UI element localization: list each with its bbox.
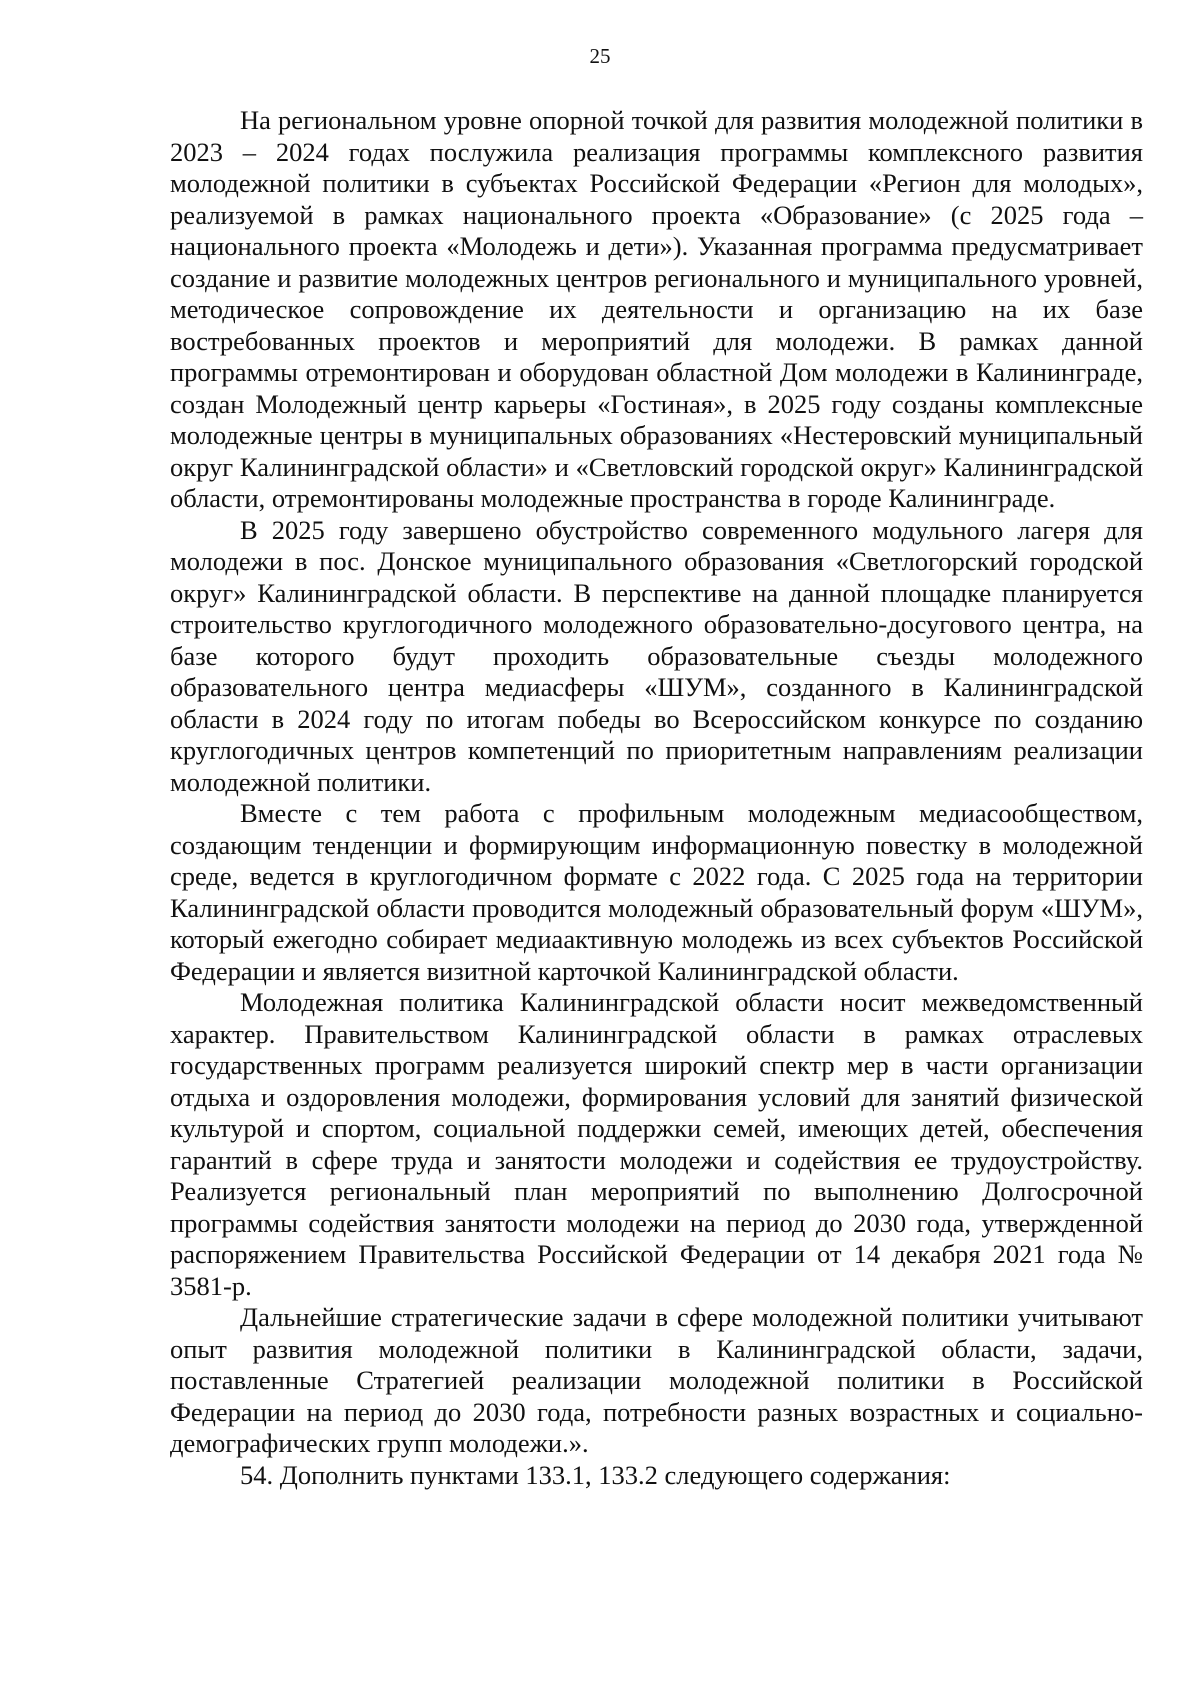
paragraph-region-for-young: На региональном уровне опорной точкой для развития молодежной политики в 2023 – 2024 годах послужила реализация программы комплексного развития молодежной политики в субъектах Российской Федерации «Регион для молодых», реализуемой в рамках национального проекта «Образование» (с 2025 года – национального проекта «Молодежь и дети»). Указанная программа предусматривает создание и развитие молодежных центров регионального и муниципального уровней, методическое сопровождение их деятельности и организацию на их базе востребованных проектов и мероприятий для молодежи. В рамках данной программы отремонтирован и оборудован областной Дом молодежи в Калининграде, создан Молодежный центр карьеры «Гостиная», в 2025 году созданы комплексные молодежные центры в муниципальных образованиях «Нестеровский муниципальный округ Калининградской области» и «Светловский городской округ» Калининградской области, отремонтированы молодежные пространства в городе Калининграде. [170, 105, 1143, 513]
paragraph-interdepartmental-policy: Молодежная политика Калининградской области носит межведомственный характер. Правительством Калининградской области в рамках отраслевых государственных программ реализуется широкий спектр мер в части организации отдыха и оздоровления молодежи, формирования условий для занятий физической культурой и спортом, социальной поддержки семей, имеющих детей, обеспечения гарантий в сфере труда и занятости молодежи и содействия ее трудоустройству. Реализуется региональный план мероприятий по выполнению Долгосрочной программы содействия занятости молодежи на период до 2030 года, утвержденной распоряжением Правительства Российской Федерации от 14 декабря 2021 года № 3581-р. [170, 987, 1143, 1301]
page-number: 25 [589, 44, 611, 68]
clause-54: 54. Дополнить пунктами 133.1, 133.2 следующего содержания: [240, 1459, 951, 1490]
document-body [170, 105, 1143, 1491]
paragraph-modular-camp: В 2025 году завершено обустройство современного модульного лагеря для молодежи в пос. Донское муниципального образования «Светлогорский городской округ» Калининградской области. В перспективе на данной площадке планируется строительство круглогодичного молодежного образовательно-досугового центра, на базе которого будут проходить образовательные съезды молодежного образовательного центра медиасферы «ШУМ», созданного в Калининградской области в 2024 году по итогам победы во Всероссийском конкурсе по созданию круглогодичных центров компетенций по приоритетным направлениям реализации молодежной политики. [170, 514, 1143, 797]
paragraph-strategic-tasks: Дальнейшие стратегические задачи в сфере молодежной политики учитывают опыт развития молодежной политики в Калининградской области, задачи, поставленные Стратегией реализации молодежной политики в Российской Федерации на период до 2030 года, потребности разных возрастных и социально-демографических групп молодежи.». [170, 1302, 1143, 1458]
paragraph-media-community: Вместе с тем работа с профильным молодежным медиасообществом, создающим тенденции и формирующим информационную повестку в молодежной среде, ведется в круглогодичном формате с 2022 года. С 2025 года на территории Калининградской области проводится молодежный образовательный форум «ШУМ», который ежегодно собирает медиаактивную молодежь из всех субъектов Российской Федерации и является визитной карточкой Калининградской области. [170, 798, 1143, 986]
